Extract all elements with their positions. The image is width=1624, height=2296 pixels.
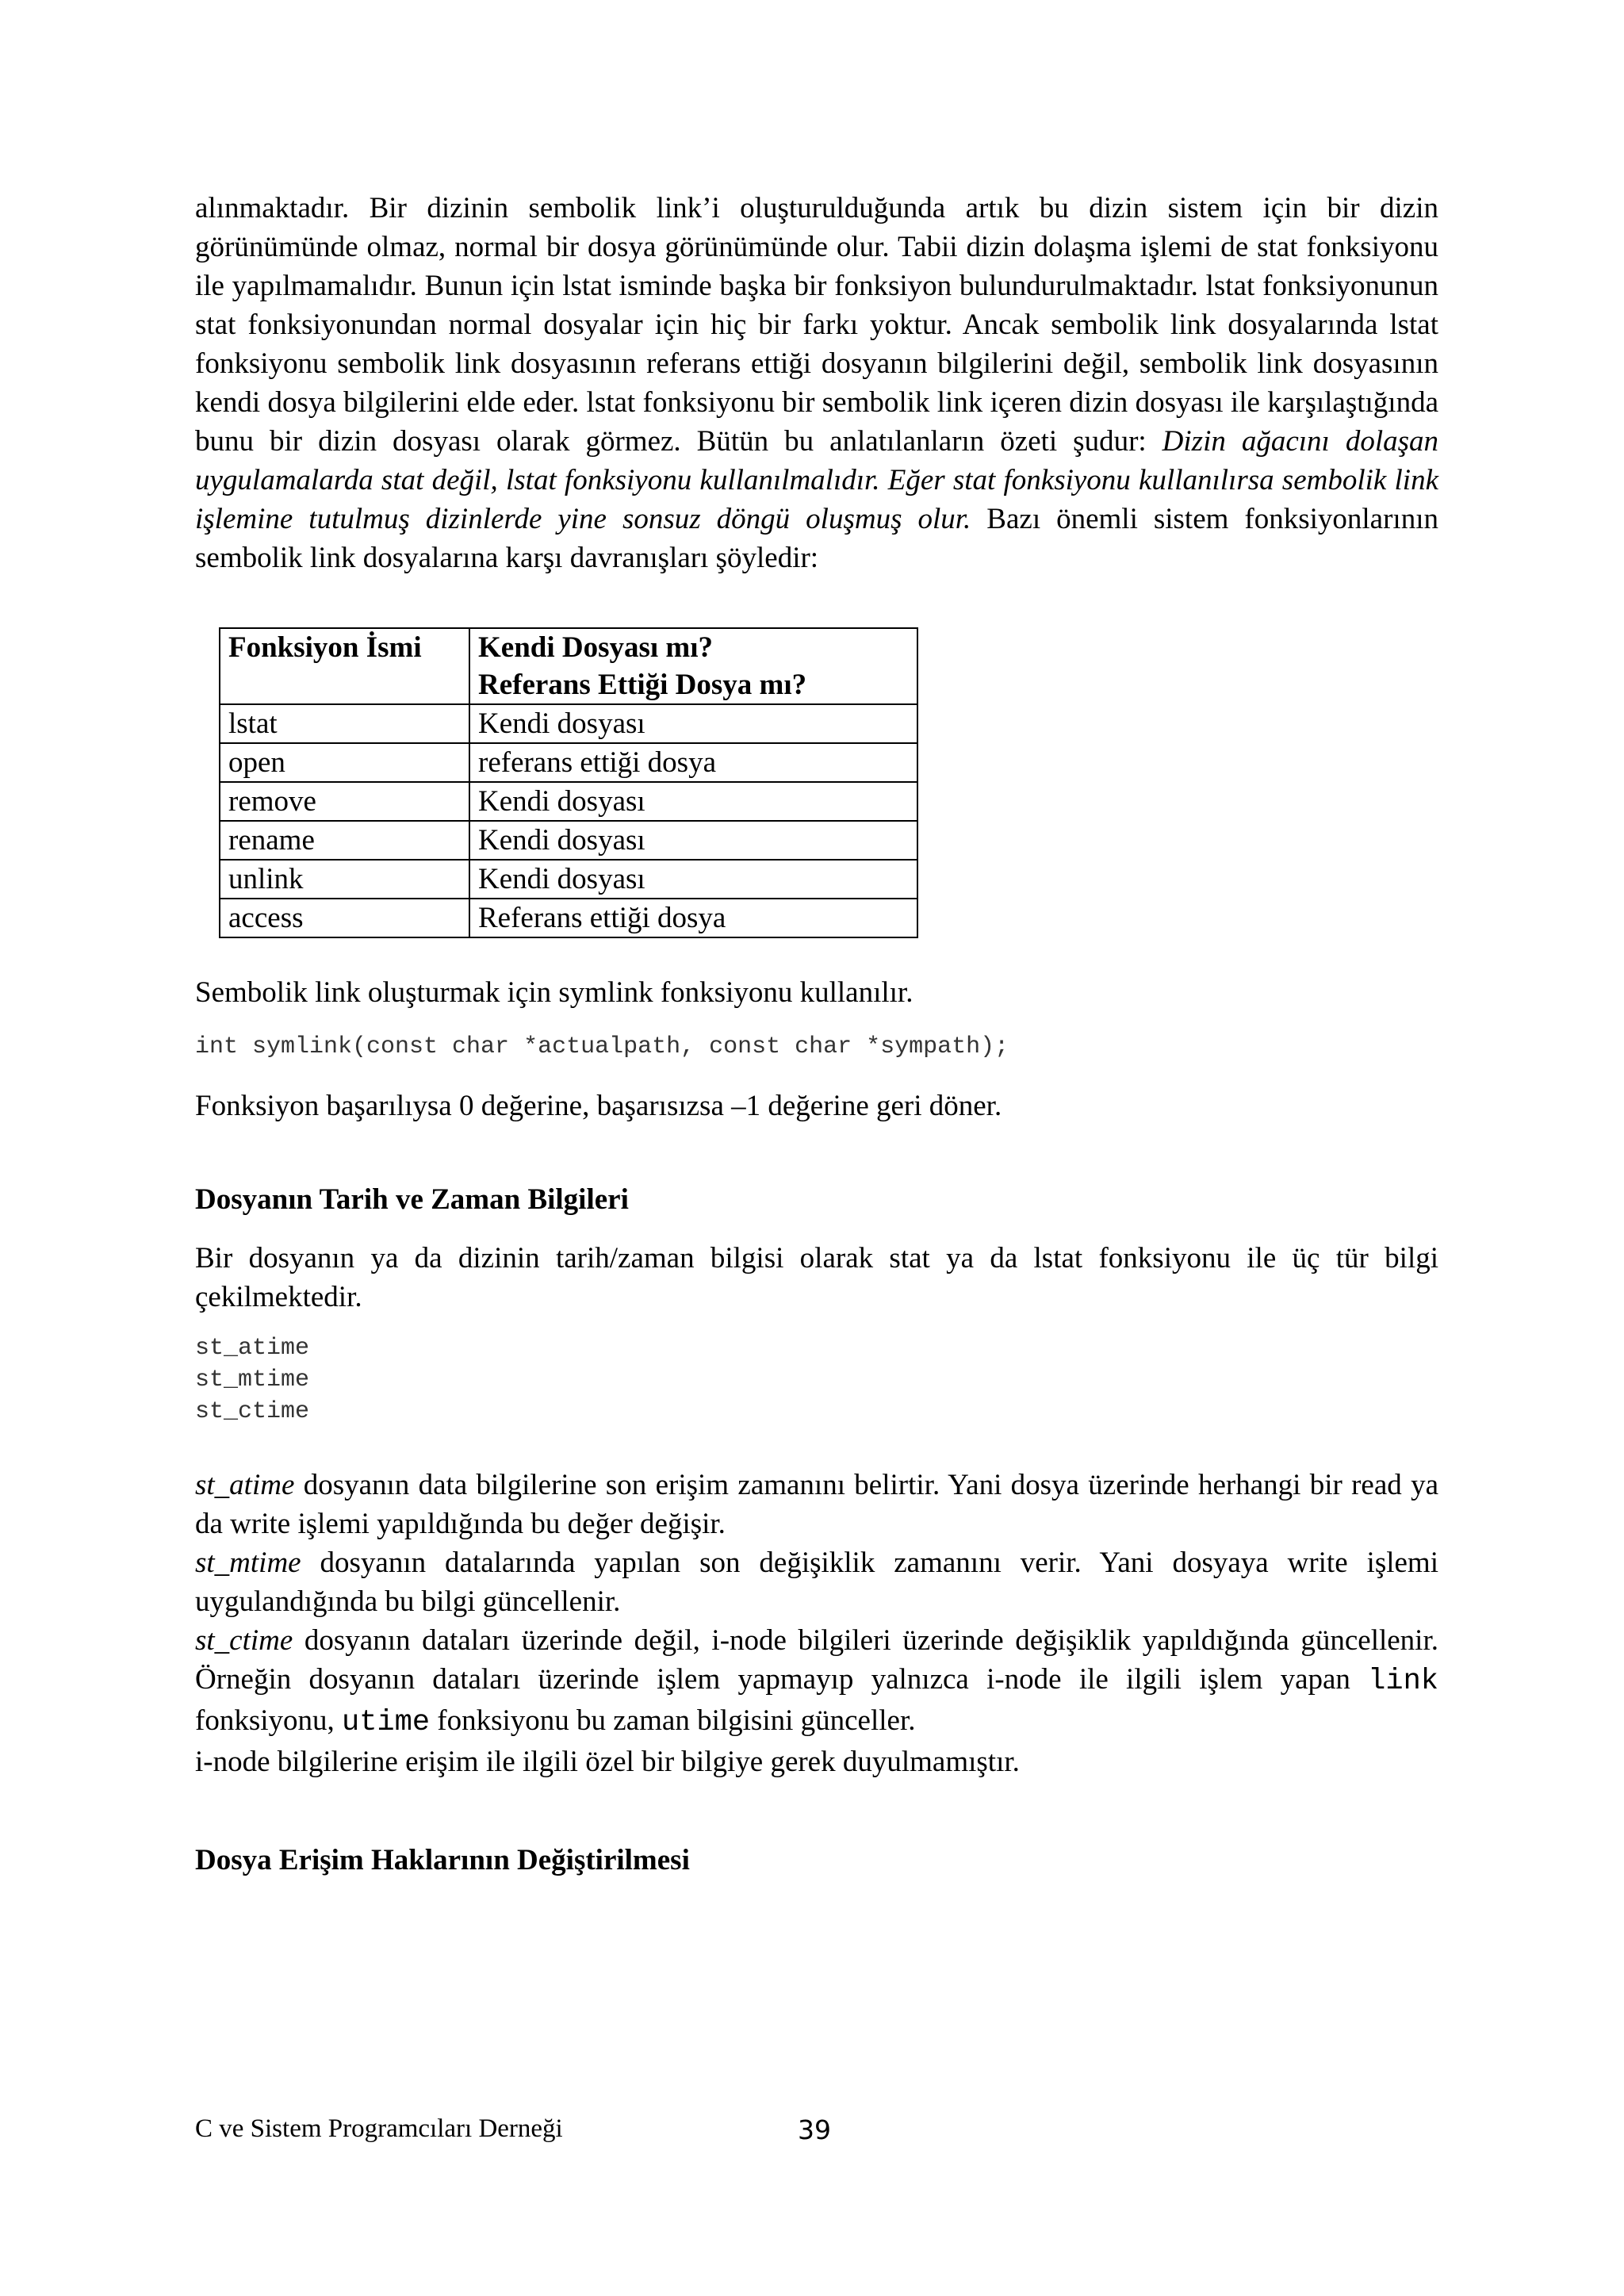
paragraph-lstat xyxy=(195,189,1438,577)
cell-value: Referans ettiği dosya xyxy=(469,899,917,937)
cell-value: Kendi dosyası xyxy=(469,821,917,860)
footer-organization: C ve Sistem Programcıları Derneği xyxy=(195,2114,563,2143)
cell-function: lstat xyxy=(220,704,469,743)
page-footer xyxy=(195,2114,1438,2154)
header-own-or-ref: Kendi Dosyası mı? Referans Ettiği Dosya mı? xyxy=(469,628,917,704)
mtime-description: st_mtime dosyanın datalarında yapılan son değişiklik zamanını verir. Yani dosyaya write işlemi uygulandığında bu bilgi güncellenir. xyxy=(195,1547,1438,1618)
ctime-description: st_ctime dosyanın dataları üzerinde değil, i-node bilgileri üzerinde değişiklik yapıldığında güncellenir. Örneğin dosyanın dataları üzerinde işlem yapmayıp yalnızca i-node ile ilgili işlem yapan link fonksiyonu, utime fonksiyonu bu zaman bilgisini günceller. xyxy=(195,1624,1438,1739)
table-row xyxy=(220,704,917,743)
cell-function: open xyxy=(220,743,469,782)
page-number: 39 xyxy=(798,2114,831,2145)
time-field: st_atime xyxy=(195,1335,310,1362)
time-field: st_mtime xyxy=(195,1366,310,1393)
italic-summary: Dizin ağacını dolaşan uygulamalarda stat değil, lstat fonksiyonu kullanılmalıdır. Eğer stat fonksiyonu kullanılırsa sembolik link işlemine tutulmuş dizinlerde yine sonsuz döngü oluşmuş olur. xyxy=(195,425,1438,535)
code-link: link xyxy=(1368,1665,1438,1698)
cell-function: rename xyxy=(220,821,469,860)
table-header-row xyxy=(220,628,917,704)
table-row xyxy=(220,899,917,937)
time-intro: Bir dosyanın ya da dizinin tarih/zaman bilgisi olarak stat ya da lstat fonksiyonu ile üç tür bilgi çekilmektedir. xyxy=(195,1242,1438,1313)
time-field: st_ctime xyxy=(195,1398,310,1425)
table-row xyxy=(220,743,917,782)
cell-value: Kendi dosyası xyxy=(469,782,917,821)
document-body xyxy=(195,189,1438,1880)
section-heading-time: Dosyanın Tarih ve Zaman Bilgileri xyxy=(195,1183,629,1216)
cell-value: referans ettiği dosya xyxy=(469,743,917,782)
cell-value: Kendi dosyası xyxy=(469,704,917,743)
symlink-intro: Sembolik link oluşturmak için symlink fonksiyonu kullanılır. xyxy=(195,976,914,1009)
symlink-prototype: int symlink(const char *actualpath, const char *sympath); xyxy=(195,1033,1009,1060)
time-field-list xyxy=(195,1332,1438,1428)
table-row xyxy=(220,860,917,899)
code-utime: utime xyxy=(342,1706,431,1739)
cell-value: Kendi dosyası xyxy=(469,860,917,899)
cell-function: remove xyxy=(220,782,469,821)
term-mtime: st_mtime xyxy=(195,1547,301,1579)
symlink-return: Fonksiyon başarılıysa 0 değerine, başarısızsa –1 değerine geri döner. xyxy=(195,1090,1002,1122)
cell-function: unlink xyxy=(220,860,469,899)
table-row xyxy=(220,782,917,821)
section-heading-permissions: Dosya Erişim Haklarının Değiştirilmesi xyxy=(195,1844,690,1876)
header-function-name: Fonksiyon İsmi xyxy=(220,628,469,704)
table-row xyxy=(220,821,917,860)
cell-function: access xyxy=(220,899,469,937)
atime-description: st_atime dosyanın data bilgilerine son erişim zamanını belirtir. Yani dosya üzerinde herhangi bir read ya da write işlemi yapıldığında bu değer değişir. xyxy=(195,1469,1438,1540)
paragraph-text: Bazı önemli sistem fonksiyonlarının sembolik link dosyalarına karşı davranışları şöyledir: xyxy=(195,503,1438,574)
term-ctime: st_ctime xyxy=(195,1624,293,1657)
term-atime: st_atime xyxy=(195,1469,295,1501)
paragraph-text: alınmaktadır. Bir dizinin sembolik link’i oluşturulduğunda artık bu dizin sistem için bir dizin görünümünde olmaz, normal bir dosya görünümünde olur. Tabii dizin dolaşma işlemi de stat fonksiyonu ile yapılmamalıdır. Bunun için lstat isminde başka bir fonksiyon bulundurulmaktadır. lstat fonksiyonunun stat fonksiyonundan normal dosyalar için hiç bir farkı yoktur. Ancak sembolik link dosyalarında lstat fonksiyonu sembolik link dosyasının referans ettiği dosyanın bilgilerini değil, sembolik link dosyasının kendi dosya bilgilerini elde eder. lstat fonksiyonu bir sembolik link içeren dizin dosyası ile karşılaştığında bunu bir dizin dosyası olarak görmez. Bütün bu anlatılanların özeti şudur: xyxy=(195,192,1438,458)
symlink-behavior-table xyxy=(219,627,918,938)
inode-note: i-node bilgilerine erişim ile ilgili özel bir bilgiye gerek duyulmamıştır. xyxy=(195,1746,1020,1778)
